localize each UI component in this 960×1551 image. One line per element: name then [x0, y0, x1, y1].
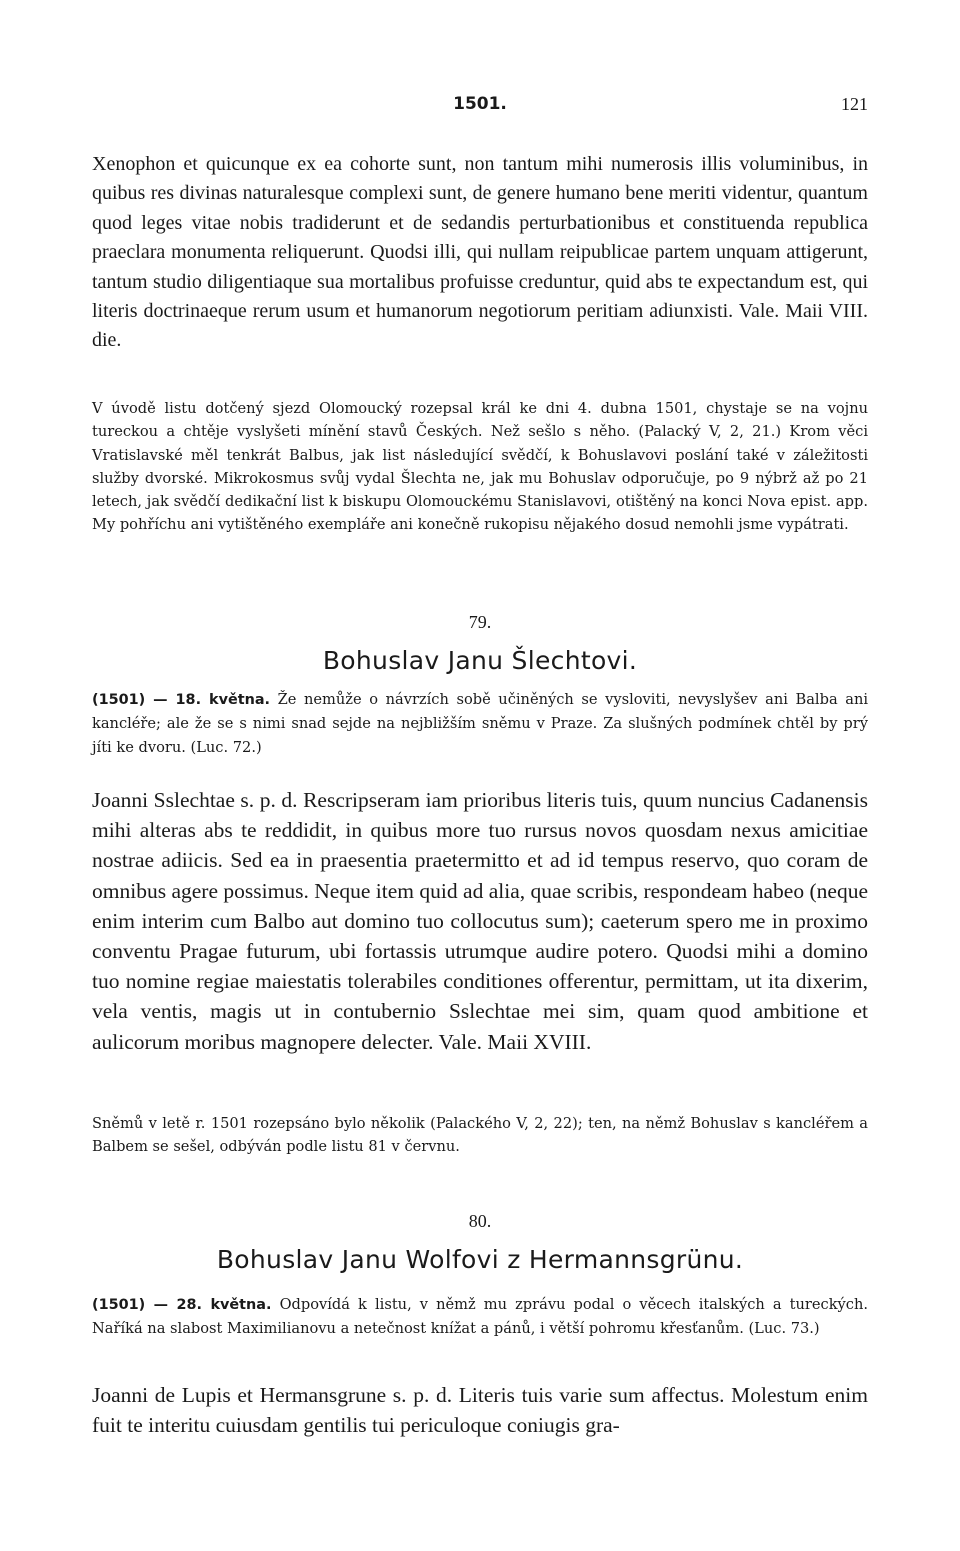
letter-80-latin-text: Joanni de Lupis et Hermansgrune s. p. d. Literis tuis varie sum affectus. Molestum enim fuit te interitu cuiusdam gentilis tui periculoque coniugis gra- [92, 1383, 868, 1438]
letter-79-title: Bohuslav Janu Šlechtovi. [322, 646, 638, 675]
running-header [92, 94, 868, 118]
letter-80-title: Bohuslav Janu Wolfovi z Hermannsgrünu. [216, 1245, 744, 1274]
letter-80-summary: Odpovídá k listu, v němž mu zprávu podal o věcech italských a tureckých. Naříká na slabost Maximilianovu a netečnost knížat a pánů, i větší pohromu křesťanům. (Luc. 73.) [92, 1296, 868, 1338]
opening-editorial-note: V úvodě listu dotčený sjezd Olomoucký rozepsal král ke dni 4. dubna 1501, chystaje se na vojnu tureckou a chtěje vyslyšeti mínění stavů Českých. Než sešlo s něho. (Palacký V, 2, 21.) Krom věci Vratislavské měl tenkrát Balbus, jak list následující svědčí, k Bohuslavovi poslání také v záležitosti služby dvorské. Mikrokosmus svůj vydal Šlechta ne, jak mu Bohuslav odporučuje, po 9 nýbrž až po 21 letech, jak svědčí dedikační list k biskupu Olomouckému Stanislavovi, otištěný na konci Nova epist. app. My pohříchu ani vytištěného exempláře ani konečně rukopisu nějakého dosud nemohli jsme vypátrati. [92, 400, 868, 534]
letter-79-regest [92, 688, 868, 759]
letter-79-summary: Že nemůže o návrzích sobě učiněných se vysloviti, nevyslyšev ani Balba ani kancléře; ale že se s nimi snad sejde na nejbližším sněmu v Praze. Za slušných podmínek chtěl by prý jíti ke dvoru. (Luc. 72.) [92, 691, 869, 756]
letter-79-editorial-note: Sněmů v letě r. 1501 rozepsáno bylo několik (Palackého V, 2, 22); ten, na němž Bohuslav s kancléřem a Balbem se sešel, odbýván podle listu 81 v červnu. [92, 1115, 868, 1156]
letter-79-date: (1501) — 18. května. [92, 692, 271, 708]
letter-80-regest [92, 1293, 868, 1341]
letter-79-latin-text: Joanni Sslechtae s. p. d. Rescripseram iam prioribus literis tuis, quum nuncius Cadanensis mihi alteras abs te reddidit, in quibus more tuo rursus novos quosdam nexus amicitiae nostrae adiicis. Sed ea in praesentia praetermitto et ad id tempus reservo, quo coram de omnibus agere possimus. Neque item quid ad alia, quae scribis, respondeam habeo (neque enim interim cum Balbo aut domino tuo collocutus sum); caeterum spero me in proximo conventu Pragae futurum, ubi fortassis utrumque audire potero. Quodsi mihi a domino tuo nomine regiae maiestatis tolerabiles conditiones offerentur, permittam, ut ita dixerim, vela ventis, magis ut in contubernio Sslechtae mei sim, quam quod ambitione et aulicorum moribus magnopere delecter. Vale. Maii XVIII. [92, 788, 868, 1054]
letter-80-date: (1501) — 28. května. [92, 1297, 272, 1313]
running-header-year: 1501. [453, 94, 507, 114]
letter-80-number: 80. [468, 1211, 492, 1231]
page-number: 121 [841, 94, 868, 114]
letter-79-number: 79. [468, 612, 492, 632]
opening-latin-text: Xenophon et quicunque ex ea cohorte sunt, non tantum mihi numerosis illis voluminibus, in quibus res divinas naturalesque complexi sunt, de genere humano bene meriti videntur, quantum quod leges vitae nobis tradiderunt et de sedandis perturbationibus et constituenda republica praeclara monumenta reliquerunt. Quodsi illi, qui nullam reipublicae partem unquam attigerunt, tantum studio diligentiaque sua mortalibus profuisse creduntur, quid abs te expectandum est, qui literis doctrinaeque rerum usum et humanorum negotiorum peritiam adiunxisti. Vale. Maii VIII. die. [92, 153, 868, 352]
